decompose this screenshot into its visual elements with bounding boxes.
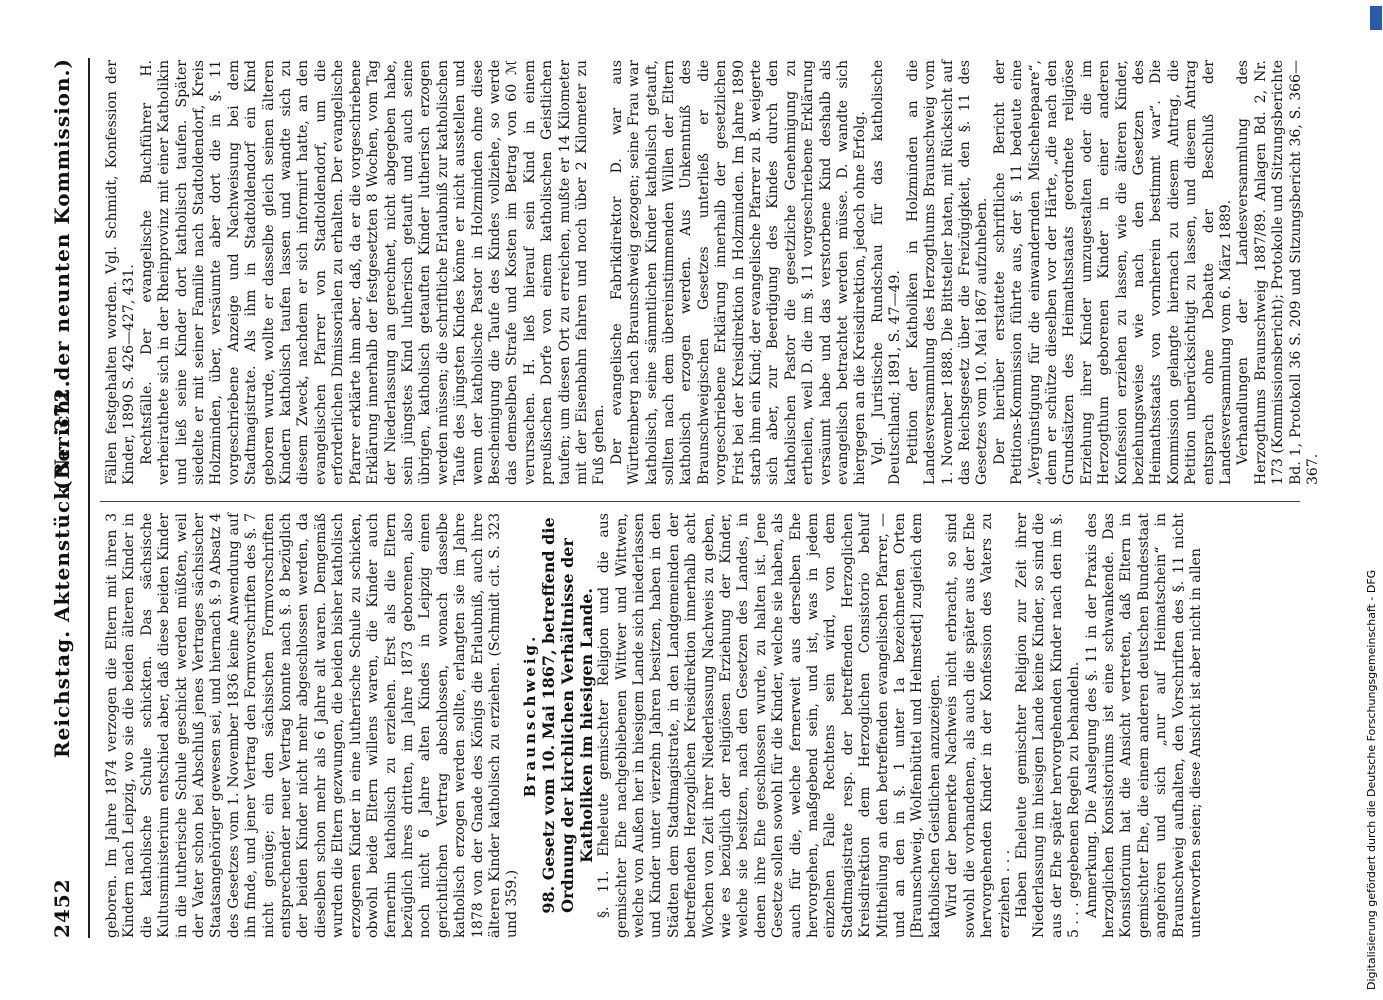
header-title: Reichstag. Aktenstück Nr. 372. — [50, 379, 74, 758]
section-title: Braunschweig. — [520, 633, 539, 798]
paragraph: Haben Eheleute gemischter Religion zur Zeit ihrer Niederlassung im hiesigen Lande keine Kinder, so sind die aus der Ehe später hervorgehenden Kinder nach den im §. 5 . . . gegebenen Regeln zu behandeln. — [1013, 513, 1083, 938]
paragraph: Fällen festgehalten worden. Vgl. Schmidt, Konfession der Kinder, 1890 S. 426—427, 431. — [104, 60, 138, 485]
paragraph: Petition der Katholiken in Holzminden an die Landesversammlung des Herzogthums Braunschweig vom 1. November 1888. Die Bittsteller baten, mit Rücksicht auf das Reichsgesetz über die Freizügigkeit, den §. 11 des Gesetzes vom 10. Mai 1867 aufzuheben. — [904, 60, 991, 485]
page-header — [50, 58, 90, 938]
paragraph: Der hierüber erstattete schriftliche Bericht der Petitions-Kommission führte aus, der §. 11 bedeute eine „Vergünstigung für die einwandernden Mischehepaare“, denn er schütze dieselben vor der Härte, „die nach den Grundsätzen des Heimathsstaats geordnete religiöse Erziehung ihrer Kinder umzugestalten oder die im Herzogthum geborenen Kinder in einer anderen Konfession erziehen zu lassen, wie die älteren Kinder, beziehungsweise wie nach den Gesetzen des Heimathsstaats von vornherein bestimmt war“. Die Kommission gelangte hiernach zu diesem Antrag, die Petition unberücksichtigt zu lassen, und diesem Antrag entsprach ohne Debatte der Beschluß der Landesversammlung vom 6. März 1889. — [991, 60, 1234, 485]
dfg-logo — [1370, 6, 1382, 30]
law-title: 98. Gesetz vom 10. Mai 1867, betreffend die Ordnung der kirchlichen Verhältnisse der Katholiken im hiesigen Lande. — [539, 517, 597, 914]
paragraph: Verhandlungen der Landesversammlung des Herzogthums Braunschweig 1887/89. Anlagen Bd. 2, Nr. 173 (Kommissionsbericht); Protokolle und Sitzungsberichte Bd. 1, Protokoll 36 S. 209 und Sitzungsbericht 36, S. 366—367. — [1235, 60, 1322, 485]
right-column — [104, 60, 1322, 485]
paragraph: Wird der bemerkte Nachweis nicht erbracht, so sind sowohl die vorhandenen, als auch die später aus der Ehe hervorgehenden Kinder in der Konfession des Vaters zu erziehen . . . — [944, 513, 1013, 938]
paragraph: geboren. Im Jahre 1874 verzogen die Eltern mit ihren 3 Kindern nach Leipzig, wo sie die beiden älteren Kinder in die katholische Schule schickten. Das sächsische Kultusministerium entschied aber, daß diese beiden Kinder in die lutherische Schule geschickt werden müßten, weil der Vater schon bei Abschluß jenes Vertrages sächsischer Staatsangehöriger gewesen sei, und hiernach §. 9 Absatz 4 des Gesetzes vom 1. November 1836 keine Anwendung auf ihn finde, und jener Vertrag den Formvorschriften des §. 7 nicht genüge; ein den sächsischen Formvorschriften entsprechender neuer Vertrag konnte nach §. 8 bezüglich der beiden Kinder nicht mehr abgeschlossen werden, da dieselben schon mehr als 6 Jahre alt waren. Demgemäß wurden die Eltern gezwungen, die beiden bisher katholisch erzogenen Kinder in eine lutherische Schule zu schicken, obwohl beide Eltern willens waren, die Kinder auch fernerhin katholisch zu erziehen. Erst als die Eltern bezüglich ihres dritten, im Jahre 1873 geborenen, also noch nicht 6 Jahre alten Kindes in Leipzig einen gerichtlichen Vertrag abschlossen, wonach dasselbe katholisch erzogen werden sollte, erlangten sie im Jahre 1878 von der Gnade des Königs die Erlaubniß, auch ihre älteren Kinder katholisch zu erziehen. (Schmidt cit. S. 323 und 359.) — [104, 513, 521, 938]
left-column — [104, 513, 1205, 938]
paragraph: Vgl. Juristische Rundschau für das katholische Deutschland; 1891, S. 47—49. — [869, 60, 904, 485]
header-rule — [88, 58, 90, 938]
paragraph: Anmerkung. Die Auslegung des §. 11 in der Praxis des herzoglichen Konsistoriums ist eine schwankende. Das Konsistorium hat die Ansicht vertreten, daß Eltern in gemischter Ehe, die einem anderen deutschen Bundesstaat angehören und sich „nur auf Heimatschein“ in Braunschweig aufhalten, den Vorschriften des §. 11 nicht unterworfen seien; diese Ansicht ist aber nicht in allen — [1083, 513, 1204, 938]
paragraph: Rechtsfälle. Der evangelische Buchführer H. verheirathete sich in der Rheinprovinz mit einer Katholikin und ließ seine Kinder dort katholisch taufen. Später siedelte er mit seiner Familie nach Stadtoldendorf, Kreis Holzminden, über, versäumte aber dort die in §. 11 vorgeschriebene Anzeige und Nachweisung bei dem Stadtmagistrate. Als ihm in Stadtoldendorf ein Kind geboren wurde, wollte er dasselbe gleich seinen älteren Kindern katholisch taufen lassen und wandte sich zu diesem Zweck, nachdem er sich informirt hatte, an den evangelischen Pfarrer von Stadtoldendorf, um die erforderlichen Dimissorialen zu erhalten. Der evangelische Pfarrer erklärte ihm aber, daß, da er die vorgeschriebene Erklärung innerhalb der festgesetzten 8 Wochen, vom Tag der Niederlassung an gerechnet, nicht abgegeben habe, sein jüngstes Kind lutherisch getauft und auch seine übrigen, katholisch getauften Kinder lutherisch erzogen werden müssen; die schriftliche Erlaubniß zur katholischen Taufe des jüngsten Kindes könne er nicht ausstellen und wenn der katholische Pastor in Holzminden ohne diese Bescheinigung die Taufe des Kindes vollziehe, so werde das demselben Strafe und Kosten im Betrag von 60 ℳ verursachen. H. ließ hierauf sein Kind in einem preußischen Dorfe von einem katholischen Geistlichen taufen; um diesen Ort zu erreichen, mußte er 14 Kilometer mit der Eisenbahn fahren und noch über 2 Kilometer zu Fuß gehen. — [138, 60, 608, 485]
digitization-note: Digitalisierung gefördert durch die Deutsche Forschungsgemeinschaft - DFG — [1365, 569, 1378, 990]
paragraph: §. 11. Eheleute gemischter Religion und die aus gemischter Ehe nachgebliebenen Wittwer und Wittwen, welche von Außen her in hiesigem Lande sich niederlassen und Kinder unter vierzehn Jahren besitzen, haben in den Städten dem Stadtmagistrate, in den Landgemeinden der betreffenden Herzoglichen Kreisdirektion innerhalb acht Wochen von Zeit ihrer Niederlassung Nachweis zu geben, wie es bezüglich der religiösen Erziehung der Kinder, welche sie besitzen, nach den Gesetzen des Landes, in denen ihre Ehe geschlossen wurde, zu halten ist. Jene Gesetze sollen sowohl für die Kinder, welche sie haben, als auch für die, welche fernerweit aus derselben Ehe hervorgehen, maßgebend sein, und ist, was in jedem einzelnen Falle Rechtens sein wird, von dem Stadtmagistrate resp. der betreffenden Herzoglichen Kreisdirektion dem Herzoglichen Consistorio behuf Mittheilung an den betreffenden evangelischen Pfarrer, — und an den in §. 1 unter 1a bezeichneten Orten [Braunschweig, Wolfenbüttel und Helmstedt] zugleich dem katholischen Geistlichen anzuzeigen. — [596, 513, 943, 938]
header-subtitle: (Bericht der neunten Kommission.) — [50, 58, 74, 490]
page-number: 2452 — [50, 878, 74, 938]
paragraph: Der evangelische Fabrikdirektor D. war aus Württemberg nach Braunschweig gezogen; seine Frau war katholisch, seine sämmtlichen Kinder katholisch getauft, sollten nach dem übereinstimmenden Willen der Eltern katholisch erzogen werden. Aus Unkenntniß des Braunschweigischen Gesetzes unterließ er die vorgeschriebene Erklärung innerhalb der gesetzlichen Frist bei der Kreisdirektion in Holzminden. Im Jahre 1890 starb ihm ein Kind; der evangelische Pfarrer zu B. weigerte sich aber, zur Beerdigung des Kindes durch den katholischen Pastor die gesetzliche Genehmigung zu ertheilen, weil D. die im §. 11 vorgeschriebene Erklärung versäumt habe und das verstorbene Kind deshalb als evangelisch betrachtet werden müsse. D. wandte sich hiergegen an die Kreisdirektion, jedoch ohne Erfolg. — [608, 60, 869, 485]
column-divider — [100, 501, 1300, 502]
